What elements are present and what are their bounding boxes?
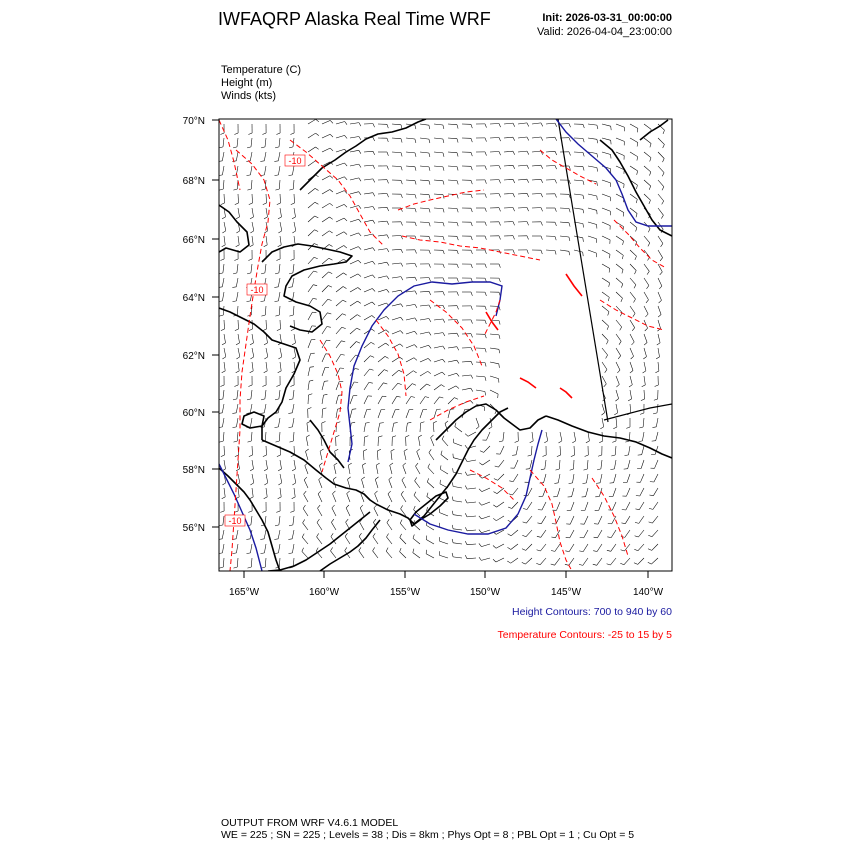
lat-label: 56°N [182, 523, 205, 534]
lon-label: 150°W [469, 587, 501, 598]
latitude-axis [212, 120, 219, 527]
contour-label: -10 [228, 516, 242, 526]
contour-label: -10 [250, 285, 264, 295]
lon-label: 140°W [632, 587, 664, 598]
model-config-line: WE = 225 ; SN = 225 ; Levels = 38 ; Dis = 8km ; Phys Opt = 8 ; PBL Opt = 1 ; Cu Opt = 5 [221, 829, 635, 841]
valid-time: Valid: 2026-04-04_23:00:00 [537, 26, 672, 38]
lat-label: 66°N [182, 235, 205, 246]
longitude-axis [244, 571, 648, 578]
lat-label: 70°N [182, 116, 205, 127]
temperature-contours-legend: Temperature Contours: -25 to 15 by 5 [497, 629, 672, 641]
border-line [558, 119, 672, 422]
lat-label: 58°N [182, 465, 205, 476]
model-info-line: OUTPUT FROM WRF V4.6.1 MODEL [221, 817, 399, 829]
field-height-label: Height (m) [221, 77, 273, 89]
contour-label: -10 [288, 156, 302, 166]
init-time: Init: 2026-03-31_00:00:00 [542, 12, 672, 24]
field-winds-label: Winds (kts) [221, 90, 276, 102]
height-contours-legend: Height Contours: 700 to 940 by 60 [512, 606, 672, 618]
map-title: IWFAQRP Alaska Real Time WRF [218, 9, 491, 29]
lat-label: 60°N [182, 408, 205, 419]
lon-label: 160°W [308, 587, 340, 598]
lon-label: 155°W [389, 587, 421, 598]
lat-label: 68°N [182, 176, 205, 187]
lon-label: 145°W [550, 587, 582, 598]
lat-label: 64°N [182, 293, 205, 304]
coastline [219, 119, 672, 571]
lat-label: 62°N [182, 351, 205, 362]
lon-label: 165°W [228, 587, 260, 598]
field-temperature-label: Temperature (C) [221, 64, 302, 76]
